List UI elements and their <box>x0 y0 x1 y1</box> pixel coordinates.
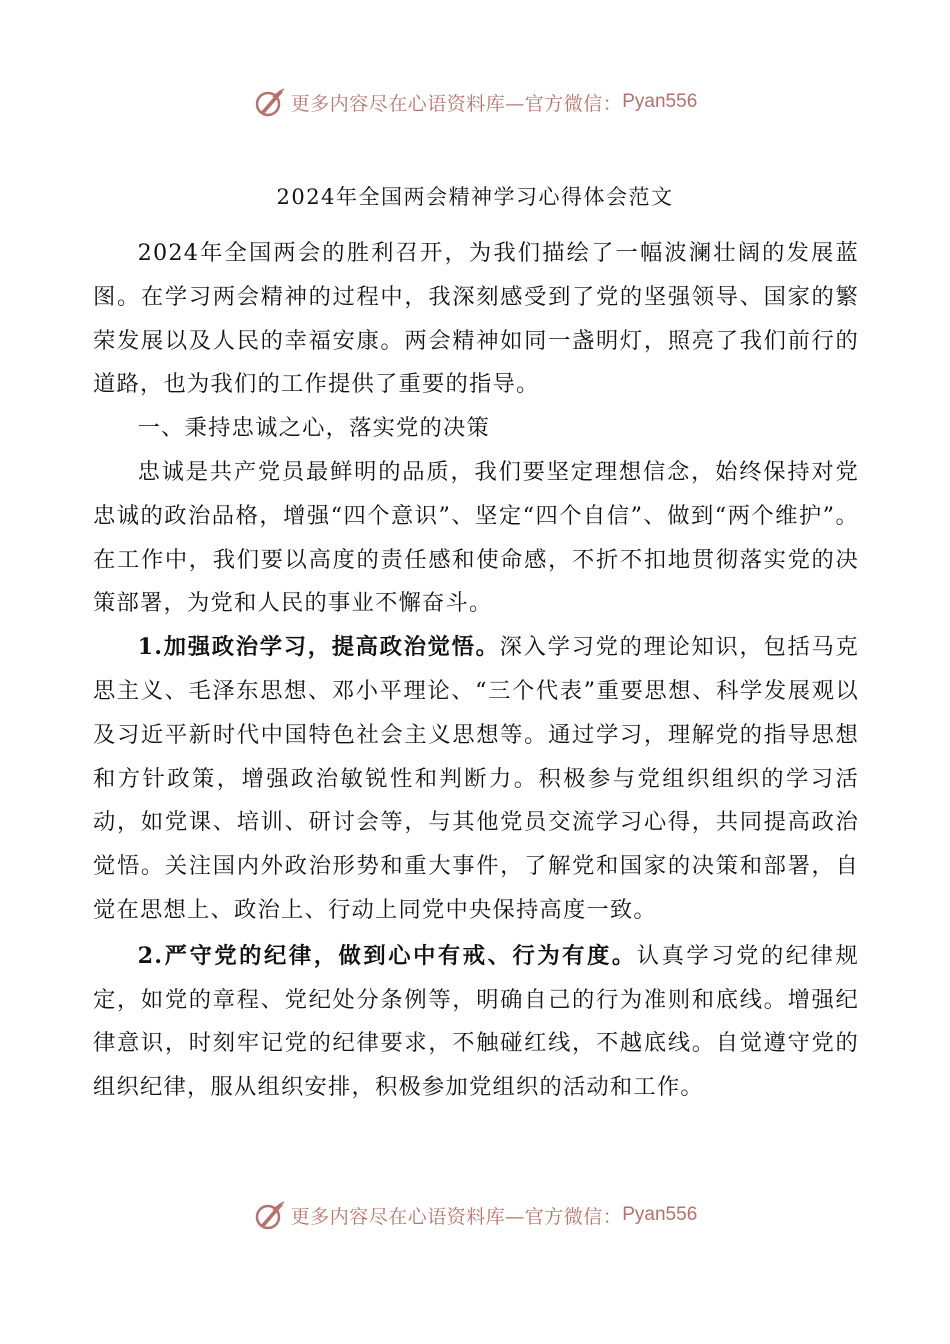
quill-logo-icon <box>253 85 287 119</box>
list-item-1-lead: 1.加强政治学习，提高政治觉悟。 <box>137 634 500 661</box>
watermark-wechat-id: Pyan556 <box>622 1204 698 1225</box>
document-body <box>93 232 859 1110</box>
watermark-wechat-id: Pyan556 <box>622 91 698 112</box>
list-item-1-body: 深入学习党的理论知识，包括马克思主义、毛泽东思想、邓小平理论、“三个代表”重要思想、科学发展观以及习近平新时代中国特色社会主义思想等。通过学习，理解党的指导思想和方针政策，增强政治敏锐性和判断力。积极参与党组织组织的学习活动，如党课、培训、研讨会等，与其他党员交流学习心得，共同提高政治觉悟。关注国内外政治形势和重大事件，了解党和国家的决策和部署，自觉在思想上、政治上、行动上同党中央保持高度一致。 <box>93 634 859 923</box>
intro-paragraph: 2024年全国两会的胜利召开，为我们描绘了一幅波澜壮阔的发展蓝图。在学习两会精神的过程中，我深刻感受到了党的坚强领导、国家的繁荣发展以及人民的幸福安康。两会精神如同一盏明灯，照亮了我们前行的道路，也为我们的工作提供了重要的指导。 <box>93 240 859 398</box>
list-item-2 <box>93 935 859 1110</box>
watermark-header <box>0 82 950 122</box>
watermark-footer <box>0 1195 950 1235</box>
list-item-2-lead: 2.严守党的纪律，做到心中有戒、行为有度。 <box>137 942 637 969</box>
watermark-text: 更多内容尽在心语资料库—官方微信： <box>290 1205 623 1228</box>
list-item-2-body: 认真学习党的纪律规定，如党的章程、党纪处分条例等，明确自己的行为准则和底线。增强纪律意识，时刻牢记党的纪律要求，不触碰红线，不越底线。自觉遵守党的组织纪律，服从组织安排，积极参加党组织的活动和工作。 <box>93 942 859 1101</box>
section-paragraph: 忠诚是共产党员最鲜明的品质，我们要坚定理想信念，始终保持对党忠诚的政治品格，增强“四个意识”、坚定“四个自信”、做到“两个维护”。在工作中，我们要以高度的责任感和使命感，不折不扣地贯彻落实党的决策部署，为党和人民的事业不懈奋斗。 <box>93 458 859 617</box>
watermark-text: 更多内容尽在心语资料库—官方微信： <box>290 92 623 115</box>
section-heading: 一、秉持忠诚之心，落实党的决策 <box>137 415 491 442</box>
document-title: 2024年全国两会精神学习心得体会范文 <box>276 185 674 209</box>
list-item-1 <box>93 626 859 933</box>
quill-logo-icon <box>253 1198 287 1232</box>
